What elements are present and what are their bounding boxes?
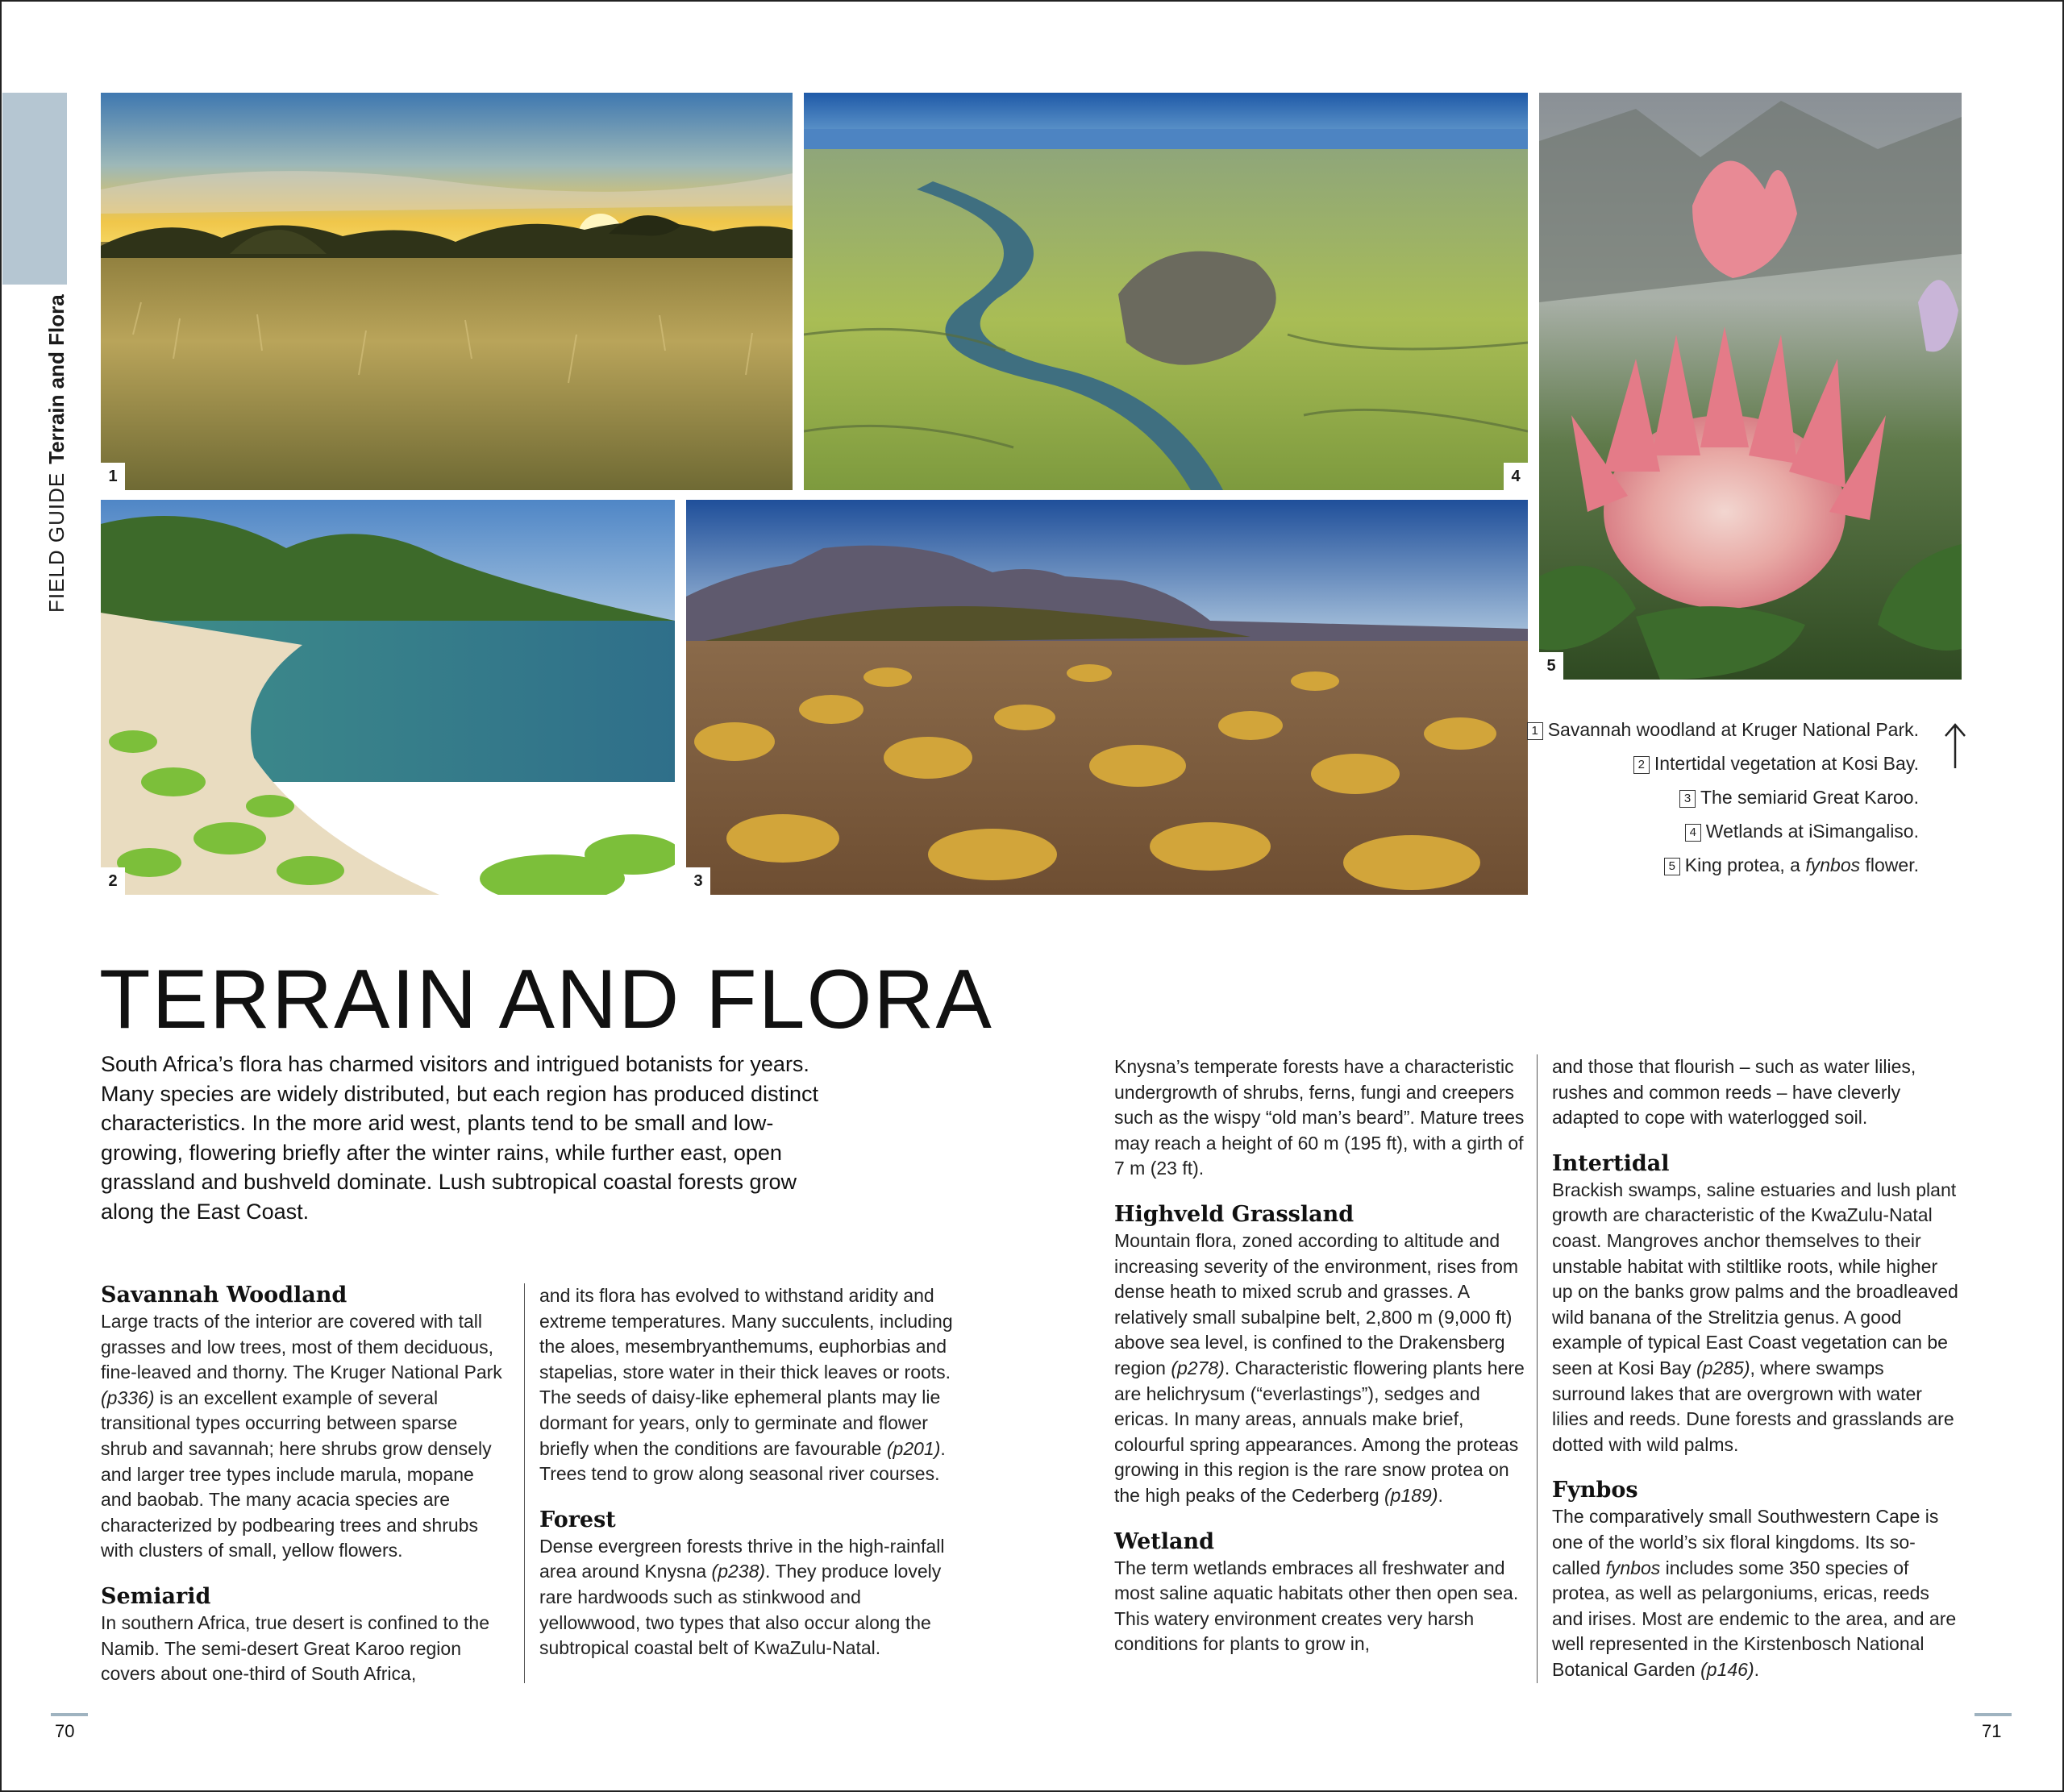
body-text: . <box>1754 1658 1759 1680</box>
body-text: Mountain flora, zoned according to altitude and increasing severity of the environment, rises from dense heath to mixed scrub and grasses. A relatively small subalpine belt, 2,800 m (9,000 ft) above sea level, is confined to the Drakensberg region <box>1114 1229 1519 1378</box>
photo-captions <box>1516 717 1919 887</box>
page-title: TERRAIN AND FLORA <box>99 953 993 1046</box>
body-text: includes some 350 species of protea, as well as pelargoniums, ericas, reeds and irises. Most are endemic to the area, and are well represented in the Kirstenbosch National Botanical Garden <box>1552 1557 1957 1680</box>
caption-number: 4 <box>1685 824 1701 842</box>
caption-5 <box>1516 853 1919 877</box>
wetland-aerial-photo <box>804 93 1528 490</box>
caption-4 <box>1516 819 1919 843</box>
heading-forest: Forest <box>539 1507 616 1532</box>
body-text: , where swamps surround lakes that are overgrown with water lilies and reeds. Dune forests and grasslands are dotted with wild palms. <box>1552 1357 1954 1455</box>
body-forest-continued: Knysna’s temperate forests have a characteristic undergrowth of shrubs, ferns, fungi and creepers such as the wispy “old man’s beard”. Mature trees may reach a height of 60 m (195 ft), with a girth of 7 m (23 ft). <box>1114 1056 1525 1179</box>
savannah-photo <box>101 93 793 490</box>
caption-number: 2 <box>1633 756 1650 774</box>
arrow-up-icon <box>1943 721 1967 770</box>
king-protea-photo <box>1539 93 1962 680</box>
section-label: FIELD GUIDE <box>44 472 69 613</box>
body-text: . Trees tend to grow along seasonal river courses. <box>539 1437 946 1485</box>
photo-number: 5 <box>1539 652 1563 680</box>
chapter-tab <box>2 93 67 285</box>
page-reference: (p146) <box>1700 1658 1754 1680</box>
chapter-label: Terrain and Flora <box>44 294 69 464</box>
body-text: is an excellent example of several transitional types occurring between sparse shrub and savannah; here shrubs grow densely and larger tree types include marula, mopane and baobab. The many acacia species are characterized by podbearing trees and shrubs with clusters of small, yellow flowers. <box>101 1387 492 1561</box>
page-number-rule <box>1975 1713 2012 1716</box>
caption-1 <box>1516 717 1919 742</box>
heading-wetland: Wetland <box>1114 1528 1215 1554</box>
page-reference: (p285) <box>1696 1357 1750 1378</box>
column-divider <box>1537 1054 1538 1683</box>
caption-text: King protea, a <box>1684 854 1806 875</box>
text-column-1 <box>101 1282 508 1687</box>
caption-number: 3 <box>1679 790 1696 808</box>
photo-number: 1 <box>101 463 125 490</box>
body-semiarid: In southern Africa, true desert is confined to the Namib. The semi-desert Great Karoo region covers about one-third of South Africa, <box>101 1611 490 1685</box>
heading-fynbos: Fynbos <box>1552 1478 1638 1503</box>
body-intertidal <box>1552 1178 1959 1458</box>
page-number-rule <box>51 1713 88 1716</box>
body-fynbos <box>1552 1504 1959 1682</box>
photo-number: 4 <box>1504 463 1528 490</box>
body-savannah-woodland <box>101 1309 508 1564</box>
body-forest <box>539 1534 959 1661</box>
caption-number: 1 <box>1527 722 1543 740</box>
page-number-left: 70 <box>55 1721 75 1741</box>
body-text: Dense evergreen forests thrive in the high-rainfall area around Knysna <box>539 1535 945 1582</box>
caption-text: Intertidal vegetation at Kosi Bay. <box>1654 753 1919 774</box>
caption-text: Wetlands at iSimangaliso. <box>1705 821 1919 842</box>
body-text: and its flora has evolved to withstand aridity and extreme temperatures. Many succulents, including the aloes, mesembryanthemums, euphorbias and stapelias, store water in their thick leaves or roots. The seeds of daisy-like ephemeral plants may lie dormant for years, only to germinate and flower briefly when the conditions are favourable <box>539 1285 953 1459</box>
column-divider <box>524 1283 525 1683</box>
karoo-scrubland-photo <box>686 500 1528 895</box>
photo-number: 2 <box>101 867 125 895</box>
text-column-3 <box>1114 1054 1525 1657</box>
heading-savannah-woodland: Savannah Woodland <box>101 1283 347 1308</box>
page-reference: (p189) <box>1384 1484 1438 1506</box>
body-semiarid-continued <box>539 1283 959 1487</box>
coastal-lagoon-photo <box>101 500 675 895</box>
heading-semiarid: Semiarid <box>101 1583 211 1609</box>
caption-number: 5 <box>1664 858 1680 875</box>
caption-text: Savannah woodland at Kruger National Park. <box>1547 719 1919 740</box>
heading-highveld-grassland: Highveld Grassland <box>1114 1201 1354 1227</box>
page-reference: (p238) <box>711 1561 766 1582</box>
body-wetland: The term wetlands embraces all freshwater and most saline aquatic habitats other then open sea. This watery environment creates very harsh conditions for plants to grow in, <box>1114 1557 1519 1655</box>
page-reference: (p278) <box>1171 1357 1225 1378</box>
heading-intertidal: Intertidal <box>1552 1150 1670 1176</box>
caption-text: flower. <box>1860 854 1919 875</box>
caption-3 <box>1516 785 1919 809</box>
caption-italic: fynbos <box>1805 854 1861 875</box>
page-reference: (p336) <box>101 1387 155 1408</box>
body-wetland-continued: and those that flourish – such as water lilies, rushes and common reeds – have cleverly adapted to cope with waterlogged soil. <box>1552 1056 1916 1129</box>
caption-2 <box>1516 751 1919 775</box>
text-column-2 <box>539 1283 959 1661</box>
body-text: Large tracts of the interior are covered with tall grasses and low trees, most of them deciduous, fine-leaved and thorny. The Kruger National Park <box>101 1311 502 1383</box>
photo-number: 3 <box>686 867 710 895</box>
body-text: . Characteristic flowering plants here are helichrysum (“everlastings”), sedges and ericas. In many areas, annuals make brief, colourful spring appearances. Among the proteas growing in this region is the rare snow protea on the high peaks of the Cederberg <box>1114 1357 1525 1506</box>
body-text: Brackish swamps, saline estuaries and lush plant growth are characteristic of the KwaZulu-Natal coast. Mangroves anchor themselves to their unstable habitat with stiltlike roots, while higher up on the banks grow palms and the broadleaved wild banana of the Strelitzia genus. A good example of typical East Coast vegetation can be seen at Kosi Bay <box>1552 1179 1958 1378</box>
side-running-head <box>44 294 69 613</box>
body-text: The comparatively small Southwestern Cape is one of the world’s six floral kingdoms. Its so-called <box>1552 1506 1939 1578</box>
page-number-right: 71 <box>1982 1721 2002 1741</box>
page-reference: (p201) <box>886 1437 941 1459</box>
body-text: . <box>1438 1484 1443 1506</box>
body-text: . They produce lovely rare hardwoods such as stinkwood and yellowwood, two types that also occur along the subtropical coastal belt of KwaZulu-Natal. <box>539 1561 942 1659</box>
italic-term: fynbos <box>1605 1557 1661 1578</box>
body-highveld-grassland <box>1114 1229 1525 1509</box>
caption-text: The semiarid Great Karoo. <box>1700 787 1919 808</box>
intro-paragraph: South Africa’s flora has charmed visitors and intrigued botanists for years. Many species are widely distributed, but each region has produced distinct characteristics. In the more arid west, plants tend to be small and low-growing, flowering briefly after the winter rains, while further east, open grassland and bushveld dominate. Lush subtropical coastal forests grow along the East Coast. <box>101 1052 818 1224</box>
text-column-4 <box>1552 1054 1959 1682</box>
